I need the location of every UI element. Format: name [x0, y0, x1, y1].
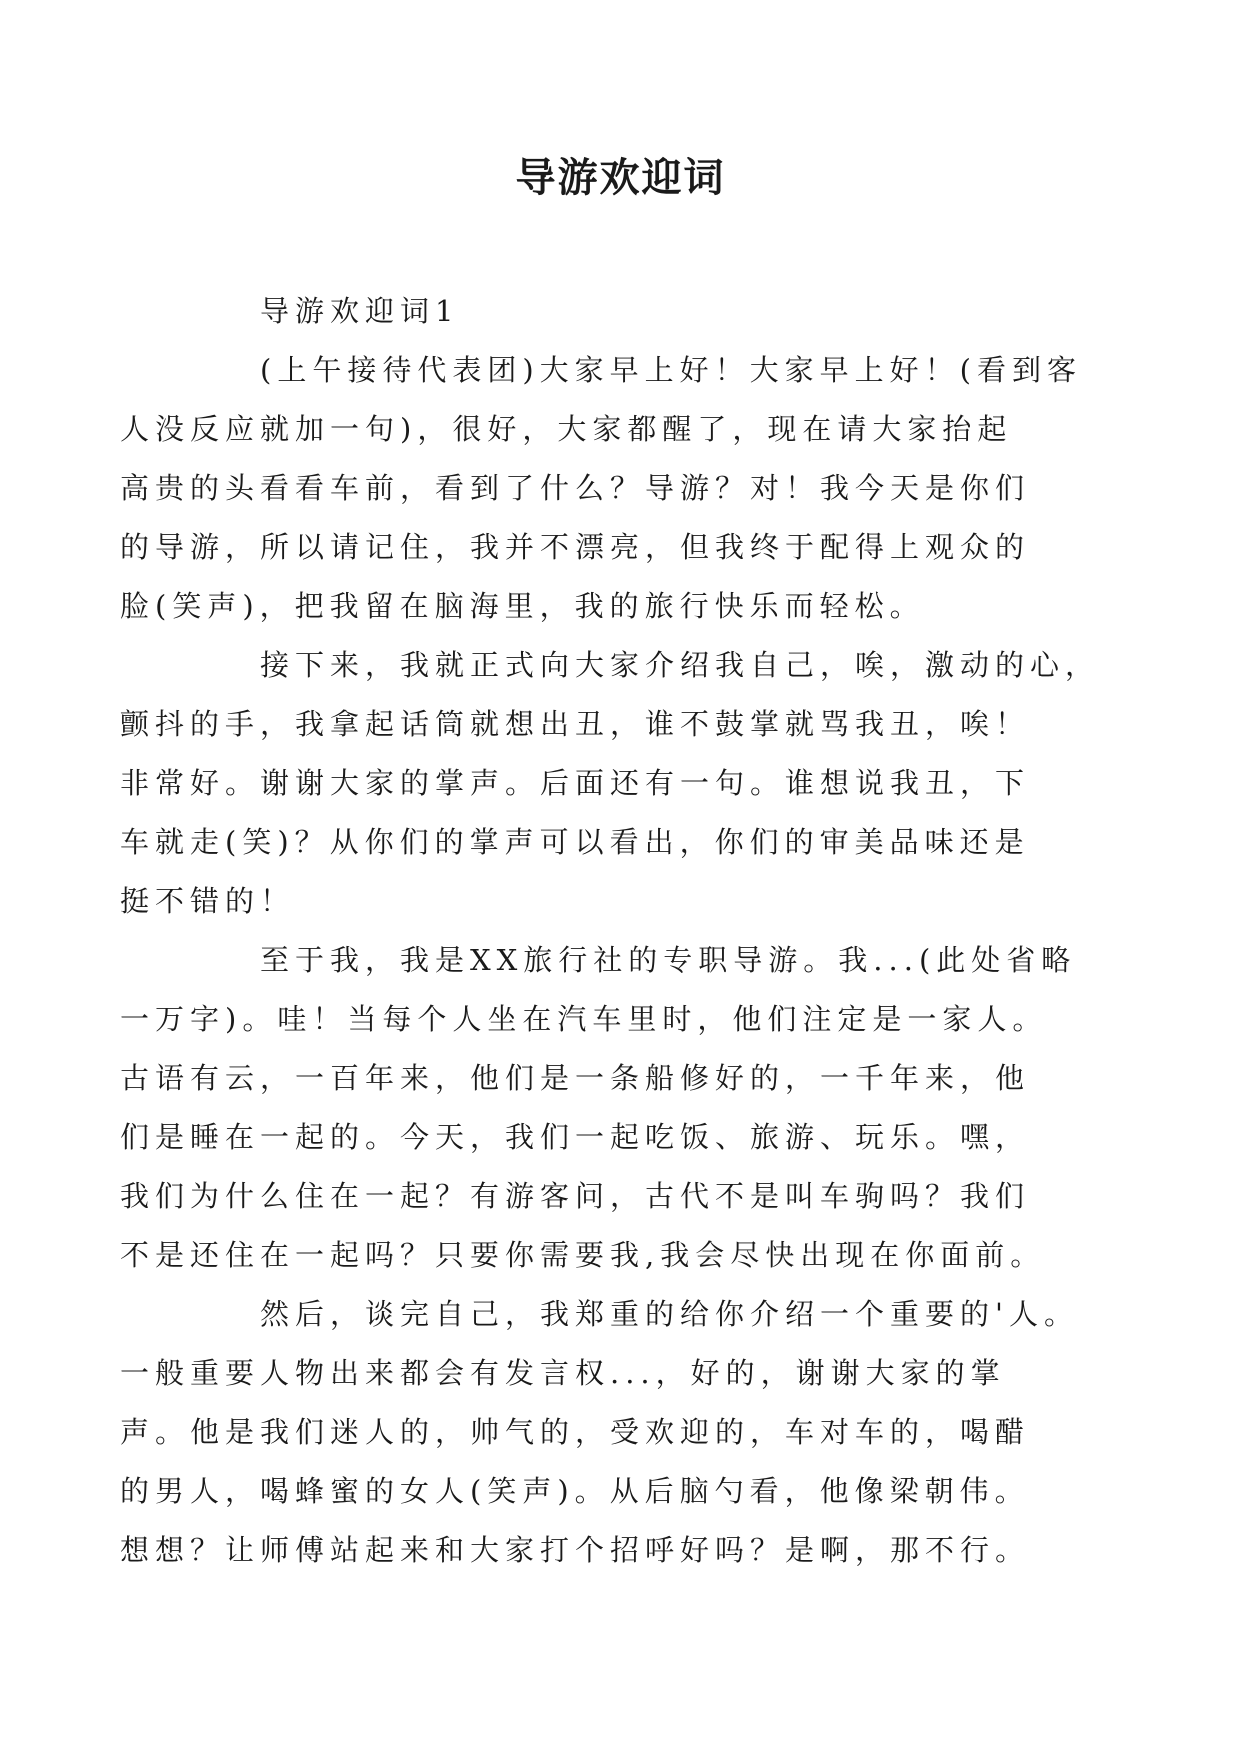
paragraph-1 [120, 341, 1082, 636]
paragraph-line: 我们为什么住在一起？有游客问，古代不是叫车驹吗？我们 [120, 1179, 1031, 1213]
paragraph-3 [120, 931, 1077, 1285]
paragraph-line: 声。他是我们迷人的，帅气的，受欢迎的，车对车的，喝醋 [120, 1415, 1031, 1449]
paragraph-line: 然后，谈完自己，我郑重的给你介绍一个重要的'人。 [260, 1297, 1079, 1331]
document-body [120, 282, 1101, 1580]
paragraph-line: (上午接待代表团)大家早上好！大家早上好！(看到客 [260, 353, 1082, 387]
paragraph-line: 一万字)。哇！当每个人坐在汽车里时，他们注定是一家人。 [120, 1002, 1048, 1036]
paragraph-line: 的男人，喝蜂蜜的女人(笑声)。从后脑勺看，他像梁朝伟。 [120, 1474, 1030, 1508]
paragraph-line: 不是还住在一起吗？只要你需要我,我会尽快出现在你面前。 [120, 1238, 1046, 1272]
paragraph-line: 古语有云，一百年来，他们是一条船修好的，一千年来，他 [120, 1061, 1031, 1095]
paragraph-line: 们是睡在一起的。今天，我们一起吃饭、旅游、玩乐。嘿， [120, 1120, 1031, 1154]
paragraph-line: 颤抖的手，我拿起话筒就想出丑，谁不鼓掌就骂我丑，唉！ [120, 707, 1031, 741]
paragraph-4 [120, 1285, 1079, 1580]
paragraph-line: 的导游，所以请记住，我并不漂亮，但我终于配得上观众的 [120, 530, 1031, 564]
document-title: 导游欢迎词 [515, 155, 726, 201]
subtitle-line: 导游欢迎词1 [260, 294, 460, 328]
paragraph-line: 想想？让师傅站起来和大家打个招呼好吗？是啊，那不行。 [120, 1533, 1031, 1567]
paragraph-line: 接下来，我就正式向大家介绍我自己，唉，激动的心， [260, 648, 1101, 682]
paragraph-line: 非常好。谢谢大家的掌声。后面还有一句。谁想说我丑，下 [120, 766, 1031, 800]
subtitle-paragraph [190, 282, 1050, 341]
paragraph-line: 人没反应就加一句)，很好，大家都醒了，现在请大家抬起 [120, 412, 1013, 446]
paragraph-line: 车就走(笑)？从你们的掌声可以看出，你们的审美品味还是 [120, 825, 1030, 859]
paragraph-line: 高贵的头看看车前，看到了什么？导游？对！我今天是你们 [120, 471, 1031, 505]
paragraph-line: 一般重要人物出来都会有发言权...，好的，谢谢大家的掌 [120, 1356, 1006, 1390]
paragraph-2 [120, 636, 1101, 931]
paragraph-line: 脸(笑声)，把我留在脑海里，我的旅行快乐而轻松。 [120, 589, 925, 623]
paragraph-line: 至于我，我是XX旅行社的专职导游。我...(此处省略 [260, 943, 1077, 977]
paragraph-line: 挺不错的！ [120, 884, 296, 918]
